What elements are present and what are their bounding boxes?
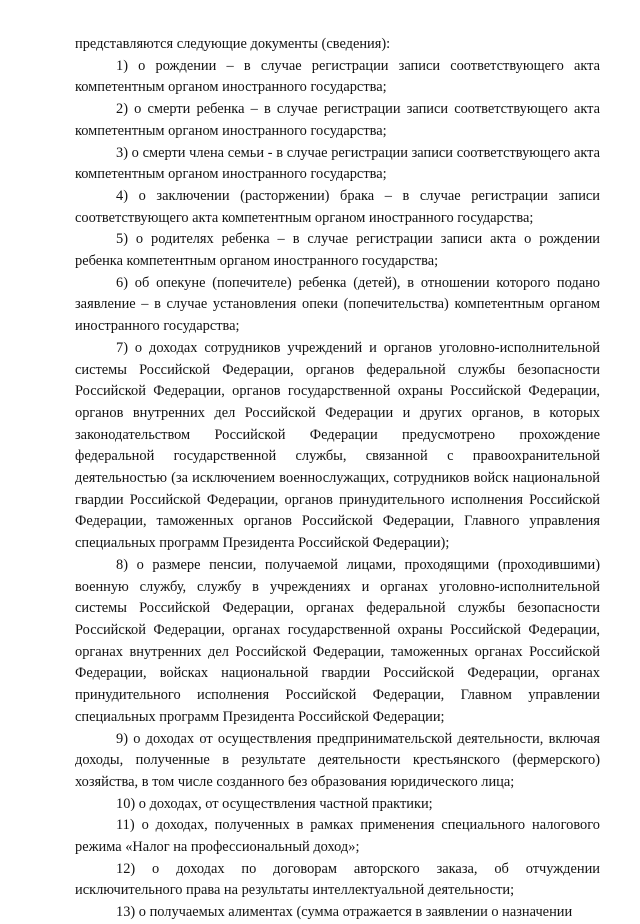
list-item-12: 12) о доходах по договорам авторского заказа, об отчуждении исключительного права на результаты интеллектуальной деятельности; [75, 860, 600, 899]
list-item-11: 11) о доходах, полученных в рамках применения специального налогового режима «Налог на профессиональный доход»; [75, 817, 600, 856]
list-item-6: 6) об опекуне (попечителе) ребенка (детей), в отношении которого подано заявление – в случае установления опеки (попечительства) компетентным органом иностранного государства; [75, 274, 600, 335]
list-item-7: 7) о доходах сотрудников учреждений и органов уголовно-исполнительной системы Российской Федерации, органов федеральной службы безопасности Российской Федерации, органов государственной охраны Российской Федерации, органов внутренних дел Российской Федерации и других органов, в которых законодательством Российской Федерации предусмотрено прохождение федеральной государственной службы, связанной с правоохранительной деятельностью (за исключением военнослужащих, сотрудников войск национальной гвардии Российской Федерации, органов принудительного исполнения Российской Федерации, таможенных органов Российской Федерации, Главного управления специальных программ Президента Российской Федерации); [75, 339, 600, 552]
list-item-1: 1) о рождении – в случае регистрации записи соответствующего акта компетентным органом иностранного государства; [75, 57, 600, 96]
list-item-2: 2) о смерти ребенка – в случае регистрации записи соответствующего акта компетентным органом иностранного государства; [75, 101, 600, 139]
list-item-8: 8) о размере пенсии, получаемой лицами, проходящими (проходившими) военную службу, службу в учреждениях и органах уголовно-исполнительной системы Российской Федерации, органах федеральной службы безопасности Российской Федерации, органах государственной охраны Российской Федерации, органах внутренних дел Российской Федерации, таможенных органах Российской Федерации, войсках национальной гвардии Российской Федерации, органах принудительного исполнения Российской Федерации, Главном управлении специальных программ Президента Российской Федерации; [75, 556, 600, 725]
list-item-13: 13) о получаемых алиментах (сумма отражается в заявлении о назначении [116, 904, 573, 921]
list-item-9: 9) о доходах от осуществления предпринимательской деятельности, включая доходы, полученные в результате деятельности крестьянского (фермерского) хозяйства, в том числе созданного без образования юридического лица; [75, 730, 600, 790]
list-item-5: 5) о родителях ребенка – в случае регистрации записи акта о рождении ребенка компетентным органом иностранного государства; [75, 231, 600, 270]
list-item-4: 4) о заключении (расторжении) брака – в случае регистрации записи соответствующего акта компетентным органом иностранного государства; [75, 187, 600, 226]
intro-text: представляются следующие документы (сведения): [75, 36, 391, 52]
list-item-10: 10) о доходах, от осуществления частной практики; [116, 795, 433, 812]
list-item-3: 3) о смерти члена семьи - в случае регистрации записи соответствующего акта компетентным органом иностранного государства; [75, 144, 600, 183]
